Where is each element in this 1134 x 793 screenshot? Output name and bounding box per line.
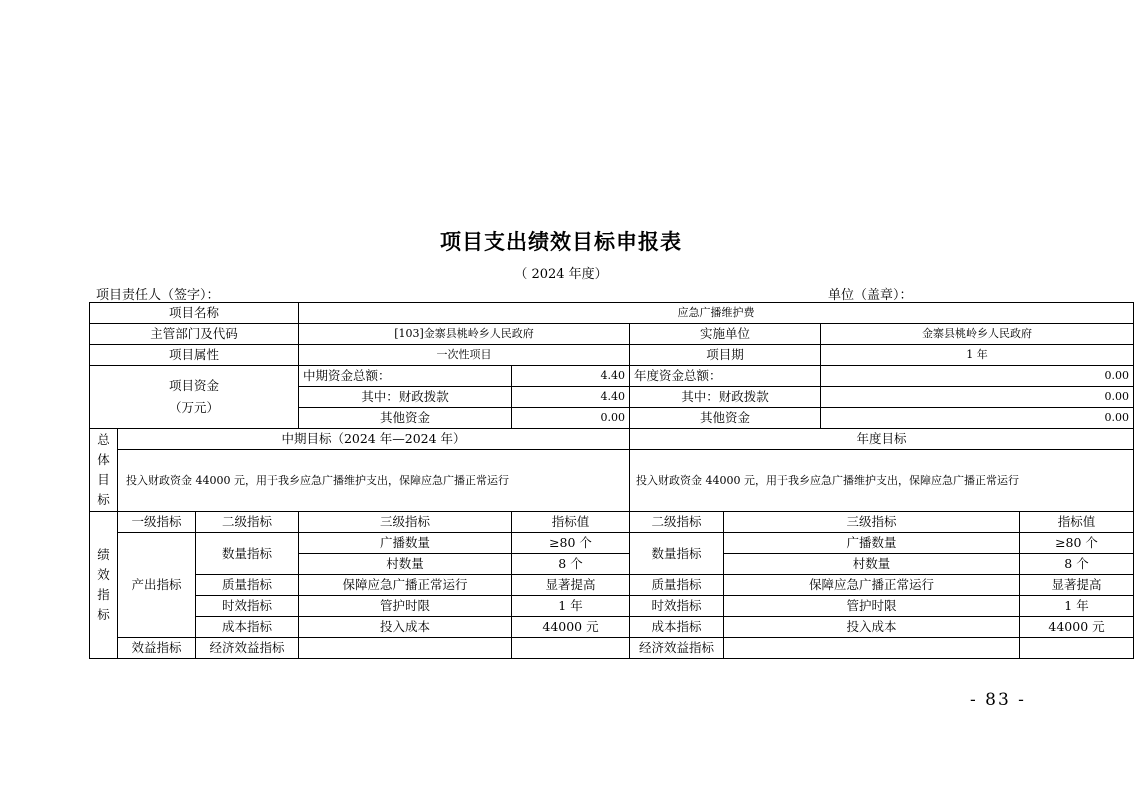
performance-table xyxy=(89,302,1134,659)
quality-indicator-label-year: 质量指标 xyxy=(630,575,724,596)
responsible-person-label: 项目责任人（签字）： xyxy=(96,288,220,303)
header-value-year: 指标值 xyxy=(1020,512,1134,533)
year-total-value: 0.00 xyxy=(821,366,1134,387)
quality-value: 显著提高 xyxy=(512,575,630,596)
row-funds-total xyxy=(90,366,1134,387)
attr-value: 一次性项目 xyxy=(299,345,630,366)
village-qty-value: 8 个 xyxy=(512,554,630,575)
row-attribute xyxy=(90,345,1134,366)
impl-unit-label: 实施单位 xyxy=(630,324,821,345)
timeliness-indicator-label: 时效指标 xyxy=(196,596,299,617)
project-name-value: 应急广播维护费 xyxy=(299,303,1134,324)
header-level3-year: 三级指标 xyxy=(724,512,1020,533)
period-label: 项目期 xyxy=(630,345,821,366)
economic-indicator-label-year: 经济效益指标 xyxy=(630,638,724,659)
quality-indicator-year: 保障应急广播正常运行 xyxy=(724,575,1020,596)
timeliness-value-year: 1 年 xyxy=(1020,596,1134,617)
mid-other-label: 其他资金 xyxy=(299,408,512,429)
dept-value: [103]金寨县桃岭乡人民政府 xyxy=(299,324,630,345)
cost-indicator-year: 投入成本 xyxy=(724,617,1020,638)
row-goal-text xyxy=(90,450,1134,512)
timeliness-indicator-year: 管护时限 xyxy=(724,596,1020,617)
year-fiscal-label: 其中：财政拨款 xyxy=(630,387,821,408)
quality-indicator-label: 质量指标 xyxy=(196,575,299,596)
period-value: 1 年 xyxy=(821,345,1134,366)
economic-value-year xyxy=(1020,638,1134,659)
economic-value xyxy=(512,638,630,659)
economic-indicator-label: 经济效益指标 xyxy=(196,638,299,659)
header-value: 指标值 xyxy=(512,512,630,533)
row-timeliness xyxy=(90,596,1134,617)
row-indicator-headers xyxy=(90,512,1134,533)
row-cost xyxy=(90,617,1134,638)
page-title: 项目支出绩效目标申报表 xyxy=(440,229,682,254)
overall-goal-label: 总 体 目 标 xyxy=(90,429,118,512)
broadcast-qty-label-year: 广播数量 xyxy=(724,533,1020,554)
timeliness-value: 1 年 xyxy=(512,596,630,617)
funds-unit: （万元） xyxy=(168,400,219,415)
quality-value-year: 显著提高 xyxy=(1020,575,1134,596)
broadcast-qty-value: ≥80 个 xyxy=(512,533,630,554)
year-other-value: 0.00 xyxy=(821,408,1134,429)
dept-label: 主管部门及代码 xyxy=(90,324,299,345)
funds-label-cell xyxy=(90,366,299,429)
quantity-indicator-label: 数量指标 xyxy=(196,533,299,575)
mid-goal-header: 中期目标（2024 年—2024 年） xyxy=(118,429,630,450)
row-economic xyxy=(90,638,1134,659)
mid-fiscal-value: 4.40 xyxy=(512,387,630,408)
performance-indicator-label: 绩 效 指 标 xyxy=(90,512,118,659)
year-fiscal-value: 0.00 xyxy=(821,387,1134,408)
header-level2: 二级指标 xyxy=(196,512,299,533)
row-broadcast-qty xyxy=(90,533,1134,554)
broadcast-qty-label: 广播数量 xyxy=(299,533,512,554)
timeliness-indicator-label-year: 时效指标 xyxy=(630,596,724,617)
year-other-label: 其他资金 xyxy=(630,408,821,429)
cost-indicator-label: 成本指标 xyxy=(196,617,299,638)
broadcast-qty-value-year: ≥80 个 xyxy=(1020,533,1134,554)
row-quality xyxy=(90,575,1134,596)
mid-total-label: 中期资金总额： xyxy=(299,366,512,387)
year-goal-text: 投入财政资金 44000 元，用于我乡应急广播维护支出，保障应急广播正常运行 xyxy=(630,450,1134,512)
village-qty-label-year: 村数量 xyxy=(724,554,1020,575)
quality-indicator: 保障应急广播正常运行 xyxy=(299,575,512,596)
header-level2-year: 二级指标 xyxy=(630,512,724,533)
mid-other-value: 0.00 xyxy=(512,408,630,429)
header-level1: 一级指标 xyxy=(118,512,196,533)
project-name-label: 项目名称 xyxy=(90,303,299,324)
economic-indicator-year xyxy=(724,638,1020,659)
year-line: （ 2024 年度） xyxy=(514,267,608,282)
timeliness-indicator: 管护时限 xyxy=(299,596,512,617)
cost-value-year: 44000 元 xyxy=(1020,617,1134,638)
cost-indicator-label-year: 成本指标 xyxy=(630,617,724,638)
cost-value: 44000 元 xyxy=(512,617,630,638)
mid-total-value: 4.40 xyxy=(512,366,630,387)
funds-label: 项目资金 xyxy=(168,378,219,393)
year-total-label: 年度资金总额： xyxy=(630,366,821,387)
mid-goal-text: 投入财政资金 44000 元，用于我乡应急广播维护支出，保障应急广播正常运行 xyxy=(118,450,630,512)
economic-indicator xyxy=(299,638,512,659)
page-number: - 83 - xyxy=(970,690,1026,710)
village-qty-value-year: 8 个 xyxy=(1020,554,1134,575)
quantity-indicator-label-year: 数量指标 xyxy=(630,533,724,575)
benefit-indicator-label: 效益指标 xyxy=(118,638,196,659)
village-qty-label: 村数量 xyxy=(299,554,512,575)
attr-label: 项目属性 xyxy=(90,345,299,366)
row-department xyxy=(90,324,1134,345)
output-indicator-label: 产出指标 xyxy=(118,533,196,638)
year-goal-header: 年度目标 xyxy=(630,429,1134,450)
row-goal-headers xyxy=(90,429,1134,450)
mid-fiscal-label: 其中：财政拨款 xyxy=(299,387,512,408)
cost-indicator: 投入成本 xyxy=(299,617,512,638)
unit-seal-label: 单位（盖章）： xyxy=(828,288,913,303)
header-level3: 三级指标 xyxy=(299,512,512,533)
row-project-name xyxy=(90,303,1134,324)
impl-unit-value: 金寨县桃岭乡人民政府 xyxy=(821,324,1134,345)
